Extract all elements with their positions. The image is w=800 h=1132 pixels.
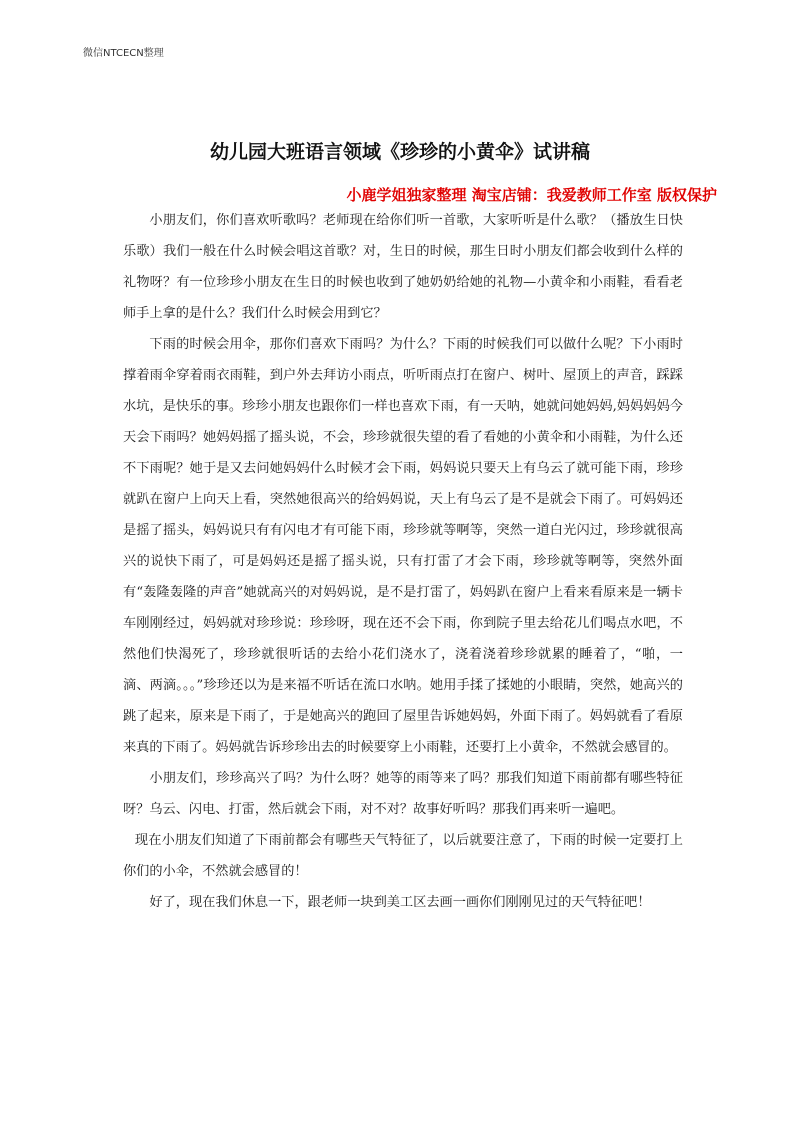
document-body <box>123 205 683 918</box>
paragraph-3: 小朋友们，珍珍高兴了吗？为什么呀？她等的雨等来了吗？那我们知道下雨前都有哪些特征呀？乌云、闪电、打雷，然后就会下雨，对不对？故事好听吗？那我们再来听一遍吧。 <box>123 771 683 817</box>
header-watermark-note: 微信NTCECN整理 <box>83 48 164 59</box>
paragraph-1: 小朋友们，你们喜欢听歌吗？老师现在给你们听一首歌，大家听听是什么歌？（播放生日快乐歌）我们一般在什么时候会唱这首歌？对，生日的时候，那生日时小朋友们都会收到什么样的礼物呀？有一位珍珍小朋友在生日的时候也收到了她奶奶给她的礼物—小黄伞和小雨鞋，看看老师手上拿的是什么？我们什么时候会用到它？ <box>123 213 683 321</box>
paragraph-4: 现在小朋友们知道了下雨前都会有哪些天气特征了，以后就要注意了，下雨的时候一定要打上你们的小伞，不然就会感冒的！ <box>123 833 683 879</box>
copyright-notice: 小鹿学姐独家整理 淘宝店铺：我爱教师工作室 版权保护 <box>346 186 717 204</box>
document-title: 幼儿园大班语言领域《珍珍的小黄伞》试讲稿 <box>209 141 590 163</box>
paragraph-2: 下雨的时候会用伞，那你们喜欢下雨吗？为什么？下雨的时候我们可以做什么呢？下小雨时撑着雨伞穿着雨衣雨鞋，到户外去拜访小雨点，听听雨点打在窗户、树叶、屋顶上的声音，踩踩水坑，是快乐的事。珍珍小朋友也跟你们一样也喜欢下雨，有一天呐，她就问她妈妈,妈妈妈妈今天会下雨吗？她妈妈摇了摇头说，不会，珍珍就很失望的看了看她的小黄伞和小雨鞋，为什么还不下雨呢？她于是又去问她妈妈什么时候才会下雨，妈妈说只要天上有乌云了就可能下雨，珍珍就趴在窗户上向天上看，突然她很高兴的给妈妈说，天上有乌云了是不是就会下雨了。可妈妈还是摇了摇头，妈妈说只有有闪电才有可能下雨，珍珍就等啊等，突然一道白光闪过，珍珍就很高兴的说快下雨了，可是妈妈还是摇了摇头说，只有打雷了才会下雨，珍珍就等啊等，突然外面有“轰隆轰隆的声音”她就高兴的对妈妈说，是不是打雷了，妈妈趴在窗户上看来看原来是一辆卡车刚刚经过，妈妈就对珍珍说：珍珍呀，现在还不会下雨，你到院子里去给花儿们喝点水吧，不然他们快渴死了，珍珍就很听话的去给小花们浇水了，浇着浇着珍珍就累的睡着了，“啪，一滴、两滴。。。”珍珍还以为是来福不听话在流口水呐。她用手揉了揉她的小眼睛，突然，她高兴的跳了起来，原来是下雨了，于是她高兴的跑回了屋里告诉她妈妈，外面下雨了。妈妈就看了看原来真的下雨了。妈妈就告诉珍珍出去的时候要穿上小雨鞋，还要打上小黄伞，不然就会感冒的。 <box>123 337 683 755</box>
paragraph-5: 好了，现在我们休息一下，跟老师一块到美工区去画一画你们刚刚见过的天气特征吧！ <box>149 895 651 910</box>
